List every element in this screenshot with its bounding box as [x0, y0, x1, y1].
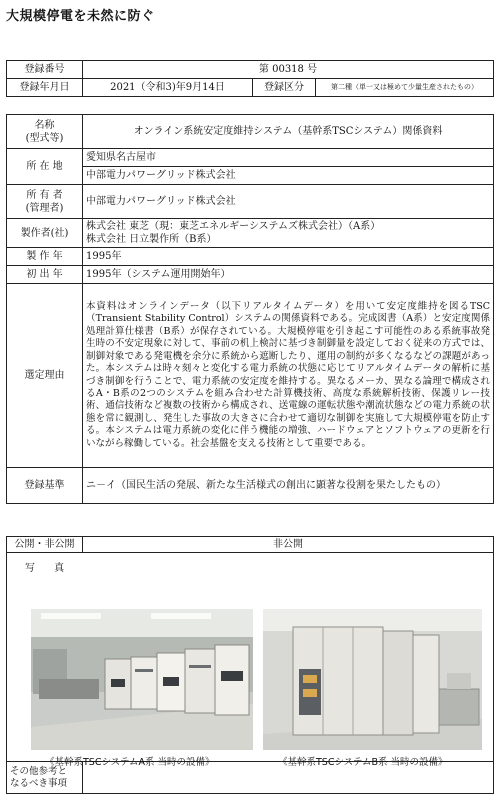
public-label: 公開・非公開 — [7, 537, 83, 553]
name-value: オンライン系統安定度維持システム（基幹系TSCシステム）関係資料 — [83, 115, 494, 149]
year-value: 1995年 — [83, 248, 494, 266]
criteria-label: 登録基準 — [7, 468, 83, 504]
photos-cell — [7, 553, 494, 768]
reg-class-value: 第二種（単一又は極めて少量生産されたもの） — [316, 79, 494, 97]
first-year-label: 初 出 年 — [7, 266, 83, 284]
public-value: 非公開 — [83, 537, 494, 553]
photo-system-b — [263, 609, 482, 750]
maker-label: 製作者(社) — [7, 219, 83, 248]
location-label: 所 在 地 — [7, 149, 83, 185]
page-title: 大規模停電を未然に防ぐ — [6, 9, 155, 24]
maker-value-b: 株式会社 日立製作所（B系） — [86, 234, 217, 245]
registration-table — [6, 60, 494, 97]
reg-no-label: 登録番号 — [7, 61, 83, 79]
photo-b-caption: 《基幹系TSCシステムB系 当時の設備》 — [278, 757, 448, 768]
first-year-value: 1995年（システム運用開始年） — [83, 266, 494, 284]
public-table — [6, 536, 494, 794]
photo-system-a — [31, 609, 253, 750]
reg-date-value: 2021（令和3)年9月14日 — [83, 79, 253, 97]
name-label: 名称 (型式等) — [7, 115, 83, 149]
criteria-value: ニ－イ（国民生活の発展、新たな生活様式の創出に顕著な役割を果たしたもの） — [83, 468, 494, 504]
reason-value: 本資料はオンラインデータ（以下リアルタイムデータ）を用いて安定度維持を図るTSC（Transient Stability Control）システムの関係資料である。完成図書（A系）と安定度関係処理計算仕様書（B系）が保存されている。大規模停電を引き起こす可能性のある系統事故発生時の不安定現象に対して、事前の机上検討に基づき制御量を設定しておく従来の方式では、制御対象である発電機を余分に系統から遮断したり、運用の制約が多くなるなどの課題があった。本システムは時々刻々と変化する電力系統の状態に応じてリアルタイムデータの解析に基づき制御を行うことで、電力系統の安定度を維持する。異なるメーカ、異なる論理で構成されるA・B系の2つのシステムを組み合わせた計算機技術、高度な系統解析技術、保護リレー技術、通信技術など複数の技術から構成され、送電線の運転状態や潮流状態などの電力系統の状態を常に観測し、発生した事故の大きさに合わせて適切な制御を実施して大規模停電を防止する。本システムは電力系統の変化に伴う機能の増強、ハードウェアとソフトウェアの更新を行いながら稼働している。社会基盤を支える技術として重要である。 — [83, 284, 494, 468]
other-label: その他参考と なるべき事項 — [7, 762, 83, 794]
maker-value-a: 株式会社 東芝（現：東芝エネルギーシステムズ株式会社）（A系） — [86, 221, 381, 232]
year-label: 製 作 年 — [7, 248, 83, 266]
owner-label: 所 有 者 (管理者) — [7, 185, 83, 219]
reason-label: 選定理由 — [7, 284, 83, 468]
reg-no-value: 第 00318 号 — [83, 61, 494, 79]
info-table — [6, 114, 494, 504]
maker-value — [83, 219, 494, 248]
reg-date-label: 登録年月日 — [7, 79, 83, 97]
photos-label: 写 真 — [25, 563, 73, 574]
location-value-city: 愛知県名古屋市 — [83, 149, 494, 167]
photo-a-caption: 《基幹系TSCシステムA系 当時の設備》 — [45, 757, 215, 768]
owner-value: 中部電力パワーグリッド株式会社 — [83, 185, 494, 219]
location-value-company: 中部電力パワーグリッド株式会社 — [83, 167, 494, 185]
reg-class-label: 登録区分 — [253, 79, 316, 97]
